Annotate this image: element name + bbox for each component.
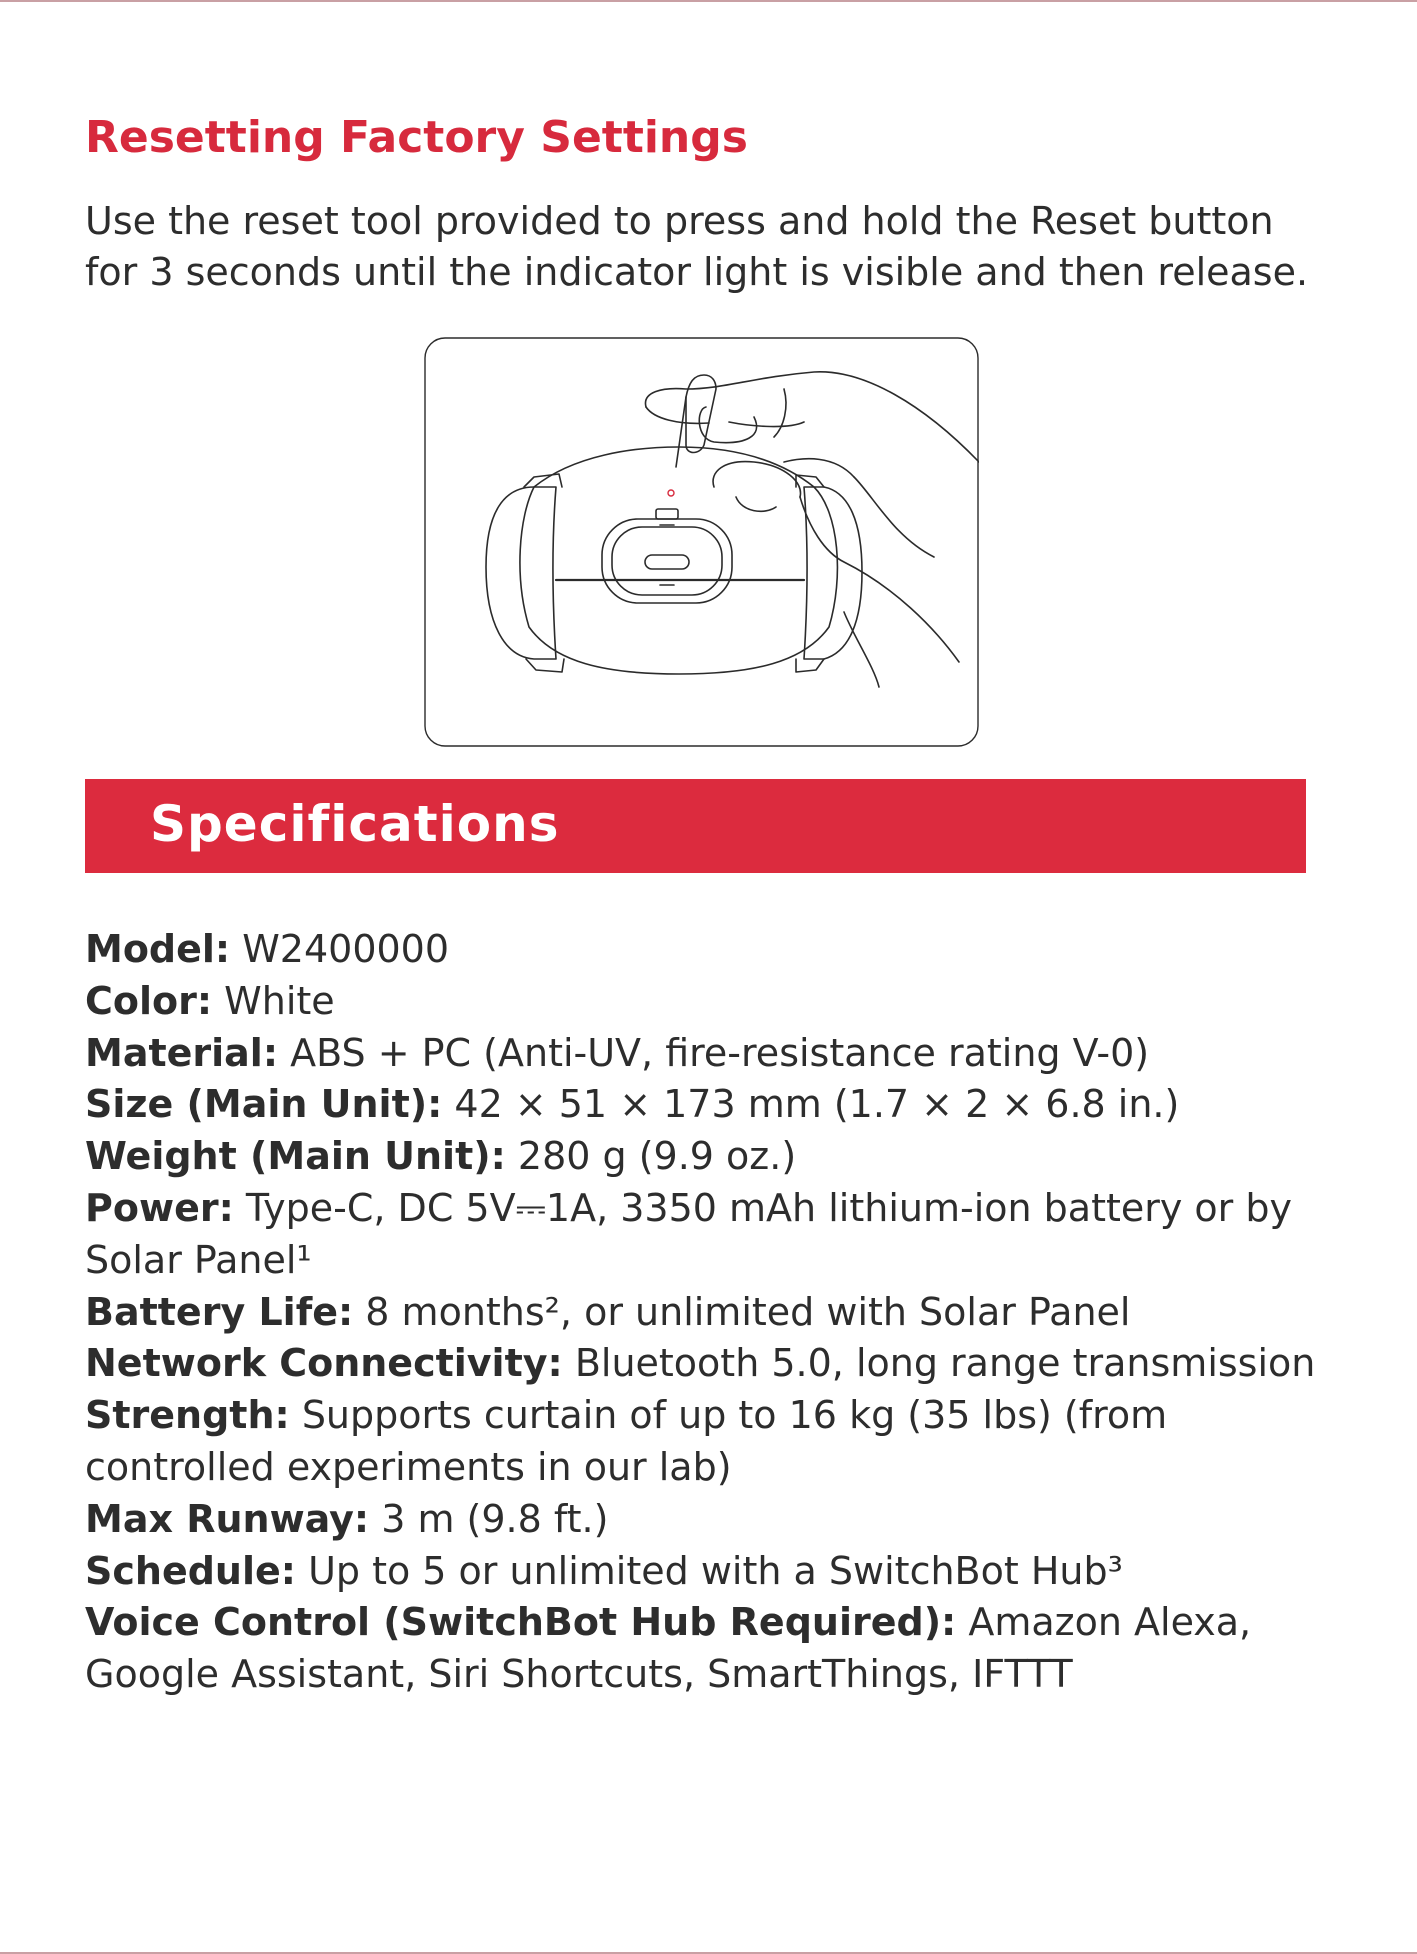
spec-label: Schedule:: [85, 1548, 296, 1593]
spec-color: [85, 976, 1335, 1028]
spec-value: ABS + PC (Anti-UV, fire-resistance rating V-0): [290, 1030, 1150, 1075]
device-body: [486, 447, 862, 674]
spec-label: Max Runway:: [85, 1496, 370, 1541]
specifications-title: Specifications: [150, 795, 560, 853]
spec-label: Model:: [85, 927, 231, 971]
spec-value: Up to 5 or unlimited with a SwitchBot Hub³: [308, 1548, 1123, 1593]
illustration-frame: [425, 338, 978, 746]
spec-label: Material:: [85, 1030, 279, 1075]
spec-battery-life: [85, 1287, 1335, 1339]
reset-instructions: Use the reset tool provided to press and hold the Reset button for 3 seconds until the indicator light is visible and then release.: [85, 199, 1309, 294]
page-top-border: [0, 0, 1417, 2]
specifications-list: [85, 924, 1335, 1701]
reset-indicator-light: [668, 490, 674, 496]
spec-weight: [85, 1131, 1335, 1183]
spec-label: Weight (Main Unit):: [85, 1134, 506, 1179]
spec-material: [85, 1028, 1335, 1080]
spec-value: 8 months², or unlimited with Solar Panel: [365, 1289, 1131, 1334]
spec-label: Network Connectivity:: [85, 1341, 563, 1386]
spec-value: 42 × 51 × 173 mm (1.7 × 2 × 6.8 in.): [454, 1082, 1180, 1127]
spec-label: Voice Control (SwitchBot Hub Required):: [85, 1600, 957, 1645]
hand: [645, 372, 979, 687]
spec-label: Battery Life:: [85, 1289, 354, 1334]
spec-value: 280 g (9.9 oz.): [517, 1134, 797, 1179]
spec-label: Size (Main Unit):: [85, 1082, 443, 1127]
spec-voice-control: [85, 1597, 1335, 1701]
spec-value: Type-C, DC 5V⎓1A, 3350 mAh lithium-ion battery or by Solar Panel¹: [85, 1185, 1292, 1282]
spec-value: White: [224, 978, 335, 1023]
spec-value: Supports curtain of up to 16 kg (35 lbs) (from controlled experiments in our lab): [85, 1393, 1168, 1489]
spec-size: [85, 1079, 1335, 1131]
spec-model: [85, 924, 1335, 976]
spec-network: [85, 1338, 1335, 1390]
spec-schedule: [85, 1546, 1335, 1598]
spec-label: Power:: [85, 1185, 234, 1230]
spec-label: Color:: [85, 978, 213, 1023]
spec-value: W2400000: [242, 927, 450, 971]
curtain-motor-reset-illustration: [424, 337, 979, 747]
specifications-banner: [85, 779, 1306, 873]
spec-power: [85, 1183, 1335, 1287]
spec-max-runway: [85, 1494, 1335, 1546]
spec-label: Strength:: [85, 1393, 290, 1438]
reset-section-title: Resetting Factory Settings: [85, 112, 748, 163]
spec-strength: [85, 1390, 1335, 1494]
spec-value: 3 m (9.8 ft.): [381, 1496, 609, 1541]
spec-value: Amazon Alexa, Google Assistant, Siri Shortcuts, SmartThings, IFTTT: [85, 1600, 1252, 1697]
spec-value: Bluetooth 5.0, long range transmission: [574, 1341, 1316, 1386]
